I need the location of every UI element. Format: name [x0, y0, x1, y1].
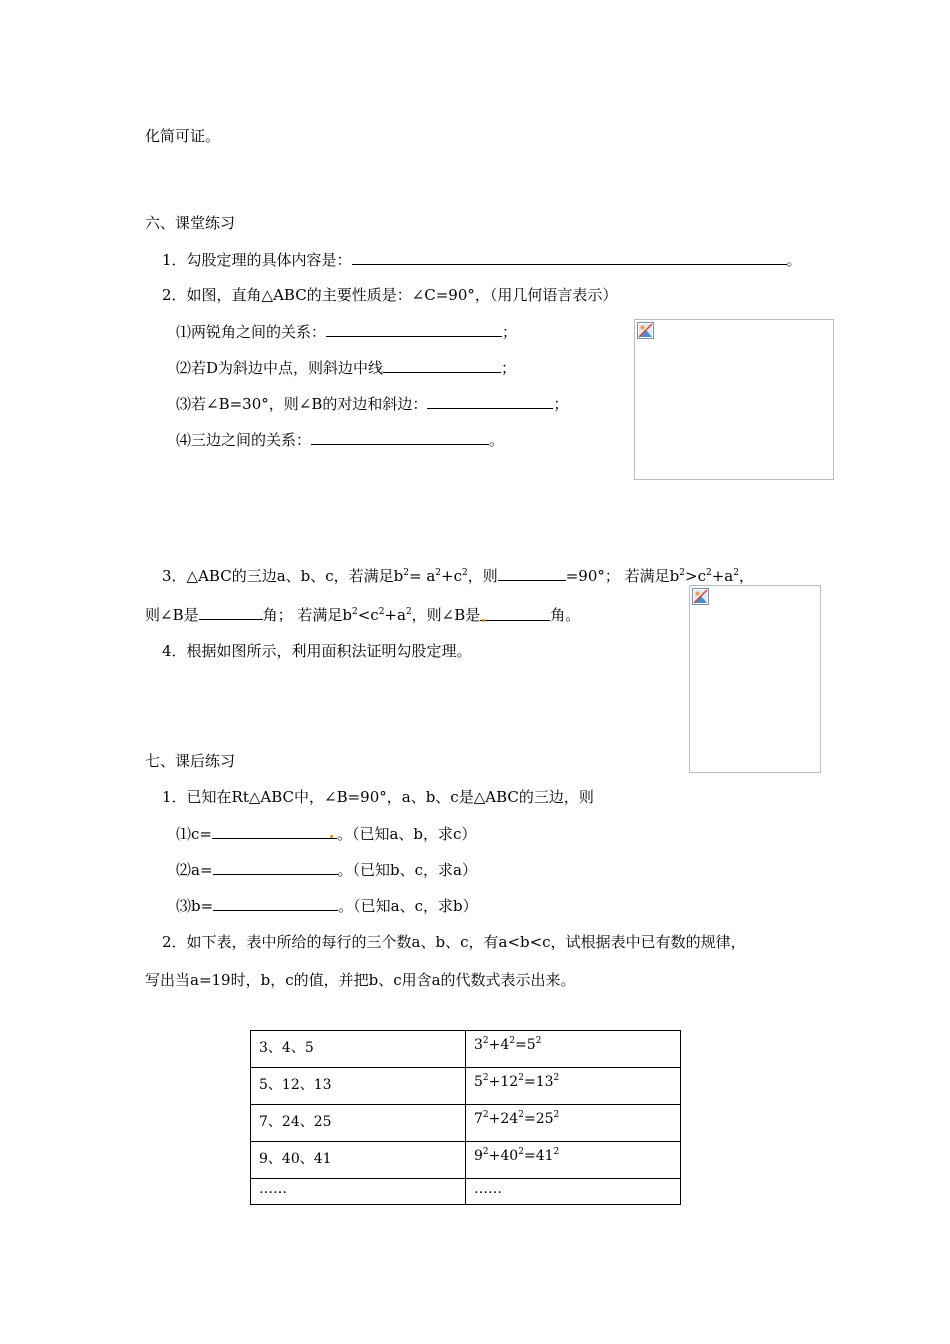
s6-q3-p3: +c [441, 567, 462, 585]
s7-q1-item-2-label: ⑵a= [176, 861, 213, 879]
sup: 2 [435, 568, 441, 578]
table-row [251, 1142, 681, 1179]
s7-q1-item-3-blank[interactable] [213, 895, 338, 911]
s6-q2-item-3-blank[interactable] [427, 393, 553, 409]
s7-q1-item-3-note: 。（已知a、c，求b） [338, 897, 478, 915]
s7-q1-item-2 [176, 859, 477, 880]
s6-q3-p1: 3．△ABC的三边a、b、c，若满足b [162, 567, 404, 585]
figure-right-triangle-placeholder [634, 319, 834, 480]
s6-q1 [162, 249, 802, 270]
s6-q2-item-4-blank[interactable] [311, 429, 489, 445]
s6-q2-item-1-text: ⑴两锐角之间的关系： [176, 323, 327, 341]
s6-q3-l2e: ，则∠B是 [411, 606, 481, 624]
s6-q3-p8: ， [738, 567, 754, 585]
s6-q2-item-1-end: ； [502, 323, 518, 341]
table-row [251, 1068, 681, 1105]
s7-q1: 1．已知在Rt△ABC中，∠B=90°，a、b、c是△ABC的三边，则 [162, 788, 594, 806]
s7-q1-item-1-note: 。（已知a、b，求c） [336, 825, 477, 843]
table-cell-equation: $9^2+40^2=41^2$ [466, 1142, 681, 1179]
s6-q2-item-4-text: ⑷三边之间的关系： [176, 431, 312, 449]
s6-q1-blank[interactable] [352, 249, 787, 265]
broken-image-icon [692, 588, 709, 605]
sup: 2 [405, 607, 412, 617]
s6-q2-item-3-text: ⑶若∠B=30°，则∠B的对边和斜边： [176, 395, 428, 413]
s6-q3-line1 [162, 565, 754, 586]
sup: 2 [461, 568, 468, 578]
sup: 2 [351, 607, 358, 617]
s7-q1-item-2-blank[interactable] [213, 859, 338, 875]
s7-q2-line1: 2．如下表，表中所给的每行的三个数a、b、c，有a<b<c，试根据表中已有数的规律， [162, 933, 746, 951]
s6-q4: 4．根据如图所示，利用面积法证明勾股定理。 [162, 642, 472, 660]
s7-q1-item-1-blank[interactable] [212, 823, 337, 839]
s6-q3-l2c: <c [357, 606, 379, 624]
sup: 2 [705, 568, 712, 578]
table-row [251, 1031, 681, 1068]
triples-table [250, 1030, 681, 1205]
s6-q3-blank-3[interactable] [480, 605, 550, 621]
s6-q3-p2: = a [408, 567, 436, 585]
s6-q2: 2．如图，直角△ABC的主要性质是：∠C=90°，（用几何语言表示） [162, 286, 618, 304]
table-cell-ellipsis: …… [251, 1179, 466, 1205]
s6-q3-p5: =90°； 若满足b [565, 567, 680, 585]
s6-q3-p7: +a [711, 567, 734, 585]
s6-q2-item-4-end: 。 [489, 431, 505, 449]
table-cell-ellipsis: …… [466, 1179, 681, 1205]
s6-q3-blank-2[interactable] [199, 604, 263, 620]
s6-q2-item-2-text: ⑵若D为斜边中点，则斜边中线 [176, 359, 384, 377]
table-cell-equation: $3^2+4^2=5^2$ [466, 1031, 681, 1068]
s6-q2-item-3 [176, 393, 568, 414]
table-cell-triple: 3、4、5 [251, 1031, 466, 1068]
table-row [251, 1179, 681, 1205]
s6-q3-l2d: +a [384, 606, 406, 624]
s6-q2-item-1 [176, 321, 517, 342]
table-cell-equation: $7^2+24^2=25^2$ [466, 1105, 681, 1142]
s7-q1-item-2-note: 。（已知b、c，求a） [337, 861, 477, 879]
s6-q3-l2f: 角。 [550, 606, 581, 624]
s7-q1-item-1-label: ⑴c= [176, 825, 212, 843]
s6-q2-item-2 [176, 357, 516, 378]
s6-q2-item-2-blank[interactable] [383, 357, 501, 373]
s7-q1-item-3 [176, 895, 478, 916]
sup: 2 [679, 568, 685, 578]
table-cell-triple: 9、40、41 [251, 1142, 466, 1179]
s6-q3-l2b: 角； 若满足b [262, 606, 352, 624]
s7-q1-item-1 [176, 823, 476, 844]
sup: 2 [403, 568, 409, 578]
section6-heading: 六、课堂练习 [145, 214, 236, 232]
s6-q2-item-3-end: ； [553, 395, 569, 413]
figure-area-proof-placeholder [689, 585, 821, 773]
s6-q3-line2 [145, 604, 580, 625]
sup: 2 [733, 568, 739, 578]
s6-q2-item-2-end: ； [501, 359, 517, 377]
s6-q3-p6: >c [685, 567, 706, 585]
broken-image-icon [637, 322, 654, 339]
s7-q1-item-3-label: ⑶b= [176, 897, 214, 915]
section7-heading: 七、课后练习 [145, 752, 236, 770]
table-cell-triple: 5、12、13 [251, 1068, 466, 1105]
table-row [251, 1105, 681, 1142]
top-text: 化简可证。 [145, 127, 221, 145]
mark-dot [330, 835, 333, 838]
s6-q1-text: 1．勾股定理的具体内容是： [162, 251, 352, 269]
table-cell-triple: 7、24、25 [251, 1105, 466, 1142]
s6-q1-end: 。 [786, 251, 802, 269]
s6-q3-p4: ，则 [467, 567, 498, 585]
sup: 2 [378, 607, 385, 617]
s6-q3-blank-1[interactable] [498, 565, 566, 581]
table-cell-equation: $5^2+12^2=13^2$ [466, 1068, 681, 1105]
s6-q3-l2a: 则∠B是 [145, 606, 199, 624]
s6-q2-item-1-blank[interactable] [326, 321, 502, 337]
mark-dot [482, 619, 485, 622]
s7-q2-line2: 写出当a=19时，b，c的值，并把b、c用含a的代数式表示出来。 [145, 971, 576, 989]
s6-q2-item-4 [176, 429, 504, 450]
